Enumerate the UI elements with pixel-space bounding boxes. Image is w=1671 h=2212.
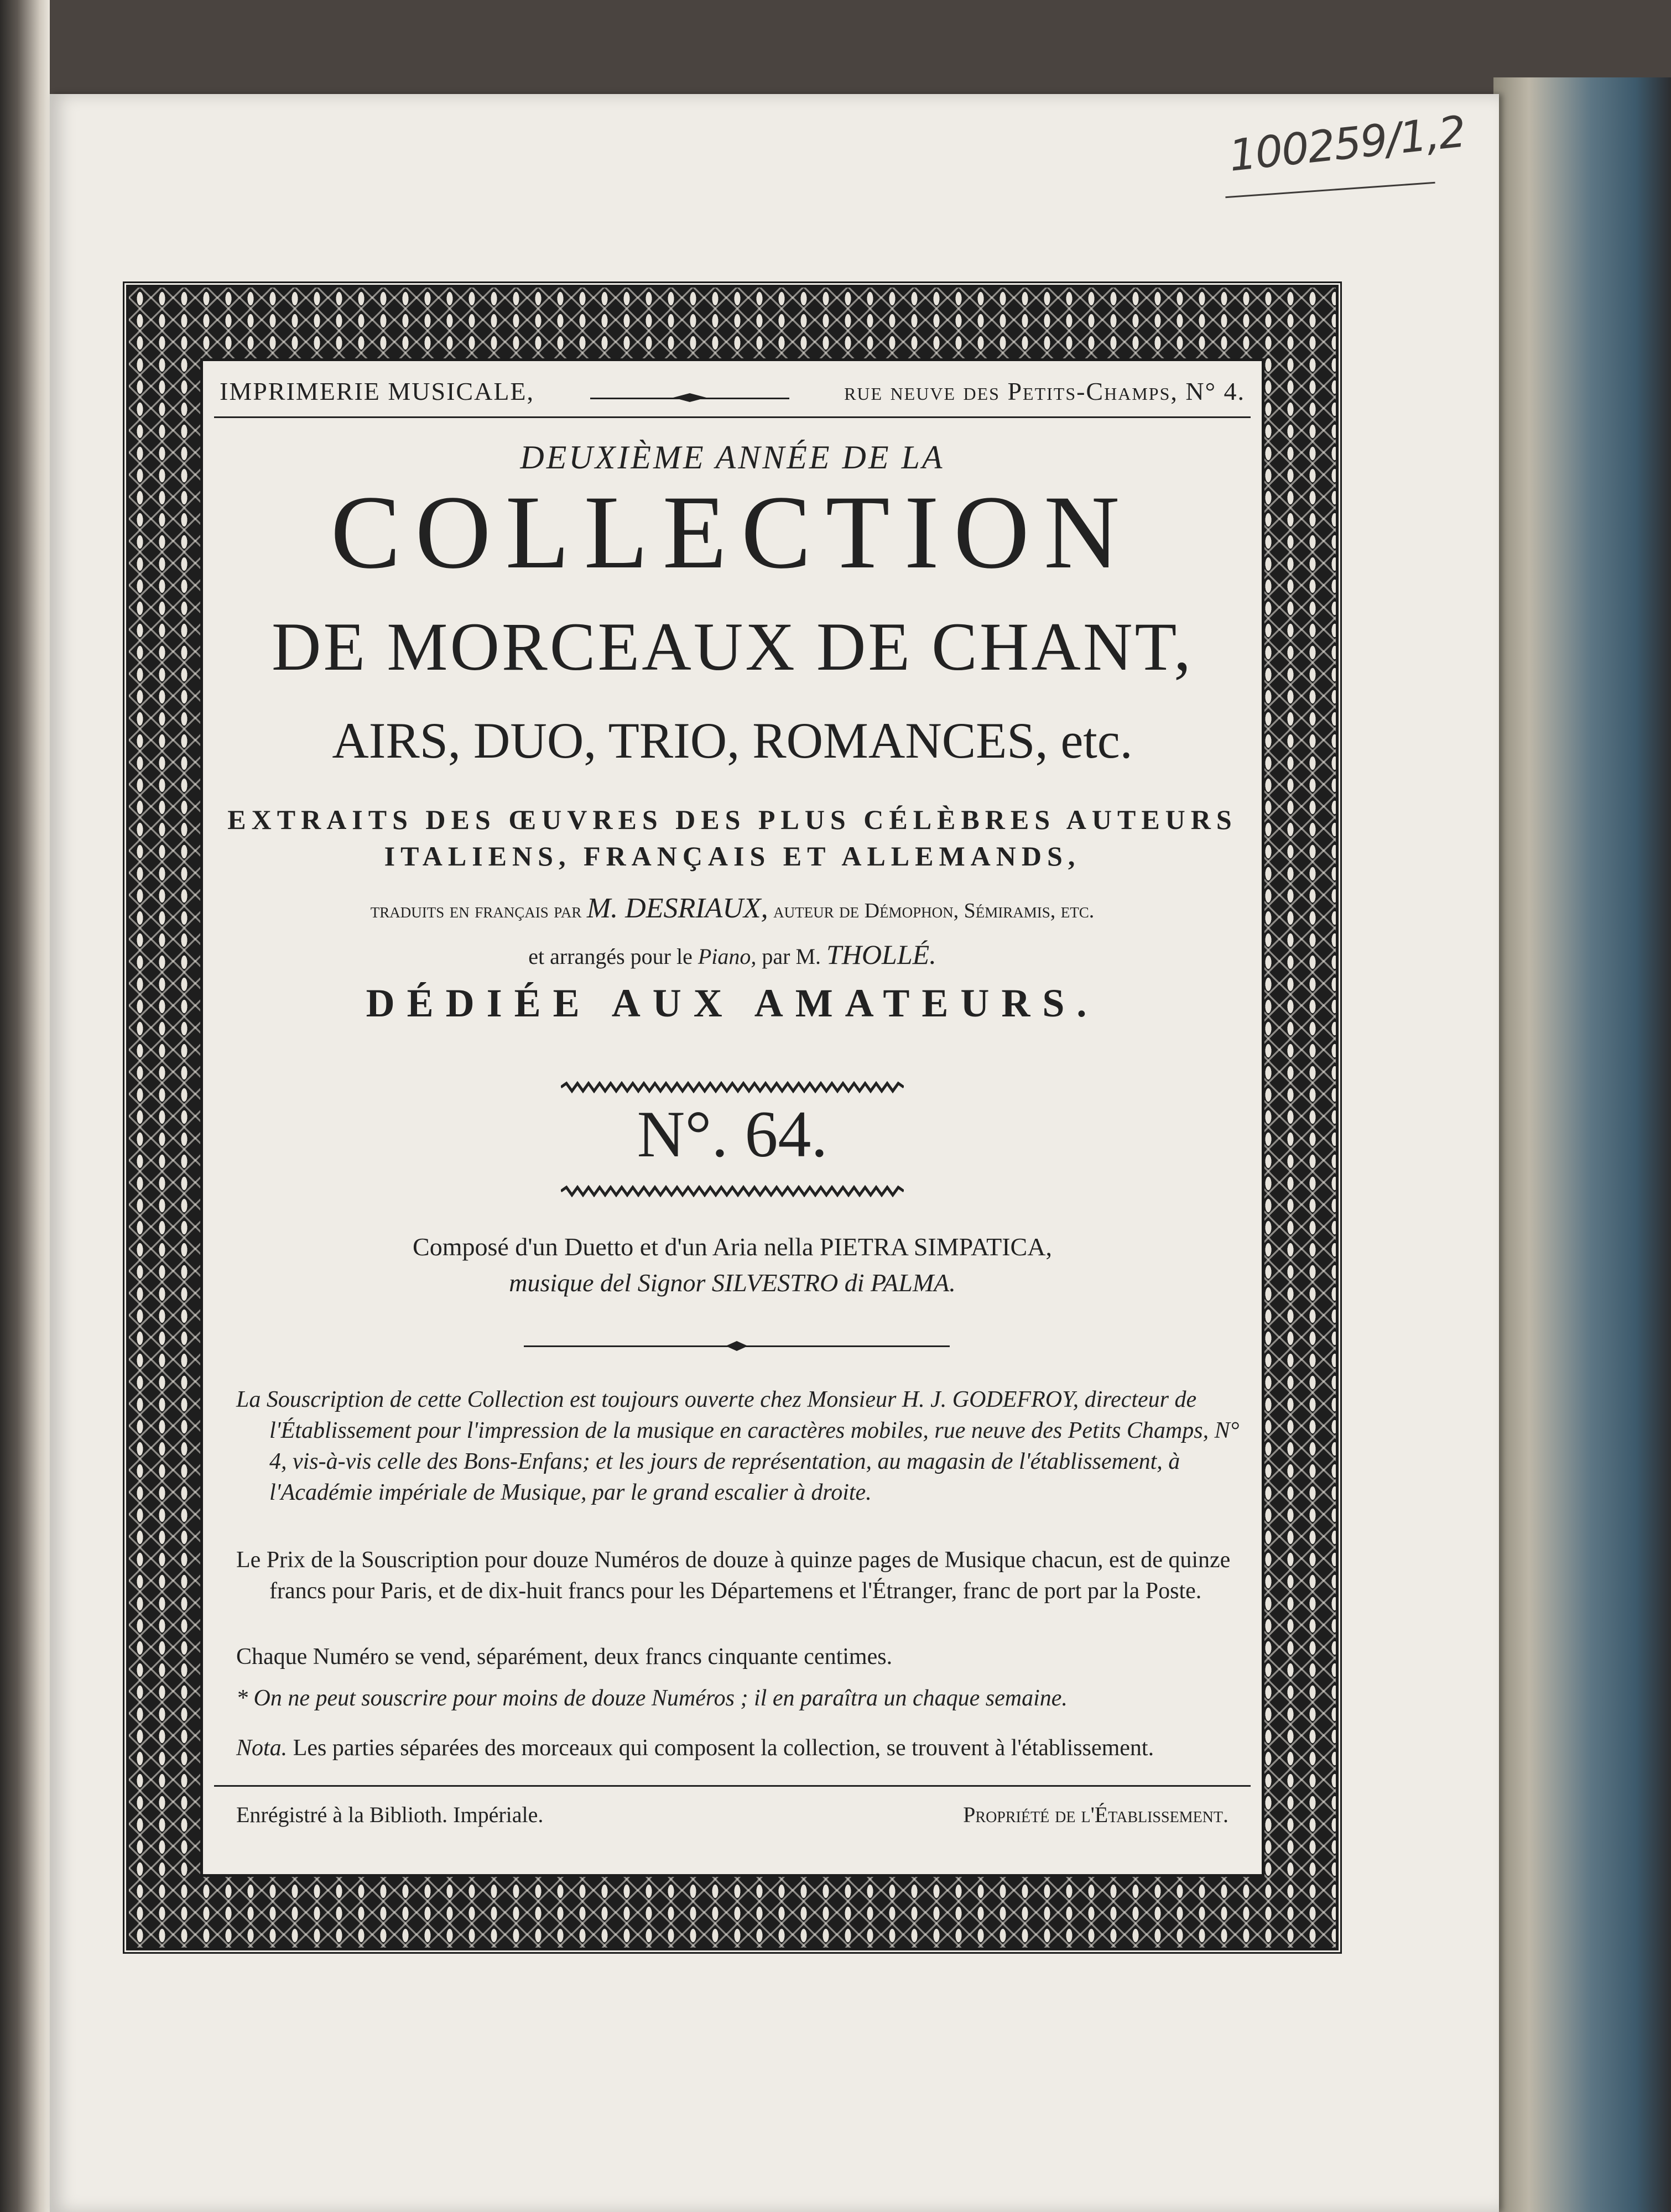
dedication-line: DÉDIÉE AUX AMATEURS. [366, 981, 1099, 1025]
book-binding-edge [1493, 77, 1671, 2212]
arranger-name: THOLLÉ. [826, 939, 936, 970]
translator-name: M. DESRIAUX, [586, 893, 768, 924]
italiens-line: ITALIENS, FRANÇAIS ET ALLEMANDS, [384, 841, 1081, 872]
printer-header [220, 377, 1245, 415]
translator-suffix: auteur de Démophon, Sémiramis, etc. [773, 899, 1095, 922]
issue-number: N°. 64. [637, 1097, 828, 1171]
subscription-notice: La Souscription de cette Collection est toujours ouverte chez Monsieur H. J. GODEFROY, directeur de l'Établissement pour l'impression de la musique en caractères mobiles, rue neuve des Petits Champs, N° 4, vis-à-vis celle des Bons-Enfans; et les jours de représentation, au magasin de l'établissement, à l'Académie impériale de Musique, par le grand escalier à droite. [236, 1387, 1240, 1505]
wave-ornament-bottom [203, 1185, 1262, 1197]
registration-note: Enrégistré à la Biblioth. Impériale. [236, 1802, 544, 1827]
minimum-subscription-note: * On ne peut souscrire pour moins de douze Numéros ; il en paraîtra un chaque semaine. [236, 1686, 1068, 1711]
translator-line [203, 892, 1262, 925]
year-line: DEUXIÈME ANNÉE DE LA [520, 439, 945, 476]
main-title: COLLECTION [330, 474, 1134, 591]
nota-label: Nota. [236, 1735, 288, 1761]
printer-name: IMPRIMERIE MUSICALE, [220, 377, 535, 405]
wave-ornament-top [203, 1081, 1262, 1093]
header-ornament [673, 393, 706, 402]
adjacent-page-edge [0, 0, 50, 2212]
arranger-instrument: Piano, [697, 944, 757, 969]
arranger-prefix: et arrangés pour le [528, 944, 693, 969]
handwritten-shelfmark: 100259/1,2 [1226, 107, 1467, 181]
composition-line-1: Composé d'un Duetto et d'un Aria nella PIETRA SIMPATICA, [413, 1233, 1052, 1261]
translator-prefix: traduits en français par [370, 899, 582, 922]
title-block [200, 358, 1264, 1877]
nota-line [236, 1733, 1240, 1764]
price-notice: Le Prix de la Souscription pour douze Numéros de douze à quinze pages de Musique chacun, est de quinze francs pour Paris, et de dix-huit francs pour les Départemens et l'Étranger, franc de port par la Poste. [236, 1547, 1231, 1604]
property-note: Propriété de l'Établissement. [963, 1802, 1228, 1827]
extraits-line: EXTRAITS DES ŒUVRES DES PLUS CÉLÈBRES AUTEURS [227, 804, 1237, 835]
footer-rule [214, 1785, 1251, 1787]
arranger-mid: par M. [762, 944, 821, 969]
composition-line-2: musique del Signor SILVESTRO di PALMA. [509, 1269, 956, 1297]
printer-address: rue neuve des Petits-Champs, N° 4. [844, 377, 1245, 405]
arranger-line [203, 938, 1262, 971]
section-rule-ornament [726, 1341, 748, 1351]
nota-text: Les parties séparées des morceaux qui composent la collection, se trouvent à l'établissement. [293, 1735, 1154, 1761]
single-issue-price: Chaque Numéro se vend, séparément, deux francs cinquante centimes. [236, 1644, 893, 1670]
subtitle-morceaux: DE MORCEAUX DE CHANT, [271, 609, 1194, 685]
subtitle-airs: AIRS, DUO, TRIO, ROMANCES, etc. [332, 712, 1133, 769]
header-underline [214, 416, 1251, 418]
